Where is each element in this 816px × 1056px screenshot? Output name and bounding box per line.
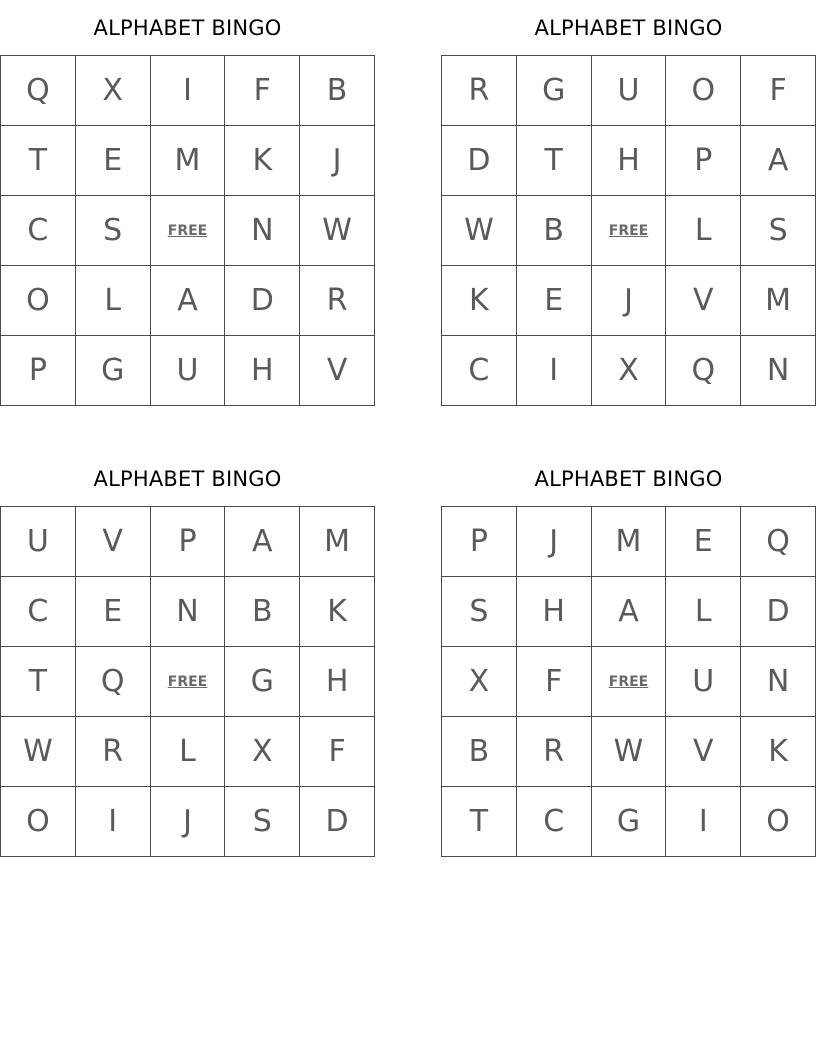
grid-cell: W xyxy=(300,196,375,266)
grid-row xyxy=(442,787,816,857)
grid-cell: T xyxy=(442,787,517,857)
grid-cell: Q xyxy=(666,336,741,406)
grid-cell: W xyxy=(1,717,76,787)
grid-cell: K xyxy=(300,577,375,647)
grid-cell: E xyxy=(516,266,591,336)
grid-cell: I xyxy=(75,787,150,857)
free-space-cell: FREE xyxy=(591,196,666,266)
grid-cell: U xyxy=(1,507,76,577)
grid-cell: H xyxy=(591,126,666,196)
grid-cell: Q xyxy=(1,56,76,126)
grid-cell: R xyxy=(75,717,150,787)
grid-cell: Q xyxy=(75,647,150,717)
grid-cell: Q xyxy=(741,507,816,577)
grid-cell: N xyxy=(741,647,816,717)
grid-cell: V xyxy=(75,507,150,577)
bingo-grid xyxy=(441,506,816,857)
grid-cell: U xyxy=(150,336,225,406)
grid-row xyxy=(1,336,375,406)
grid-row xyxy=(1,196,375,266)
grid-cell: K xyxy=(741,717,816,787)
grid-cell: L xyxy=(150,717,225,787)
grid-cell: L xyxy=(666,196,741,266)
grid-cell: N xyxy=(741,336,816,406)
grid-row xyxy=(442,577,816,647)
grid-cell: O xyxy=(1,787,76,857)
grid-row xyxy=(1,126,375,196)
card-title: ALPHABET BINGO xyxy=(93,16,282,40)
grid-row xyxy=(442,336,816,406)
grid-cell: K xyxy=(225,126,300,196)
free-space-cell: FREE xyxy=(591,647,666,717)
grid-cell: A xyxy=(150,266,225,336)
grid-row xyxy=(442,126,816,196)
grid-cell: U xyxy=(591,56,666,126)
grid-cell: G xyxy=(591,787,666,857)
grid-cell: I xyxy=(666,787,741,857)
grid-cell: O xyxy=(1,266,76,336)
grid-cell: B xyxy=(516,196,591,266)
grid-cell: V xyxy=(666,717,741,787)
grid-row xyxy=(1,577,375,647)
grid-cell: S xyxy=(442,577,517,647)
grid-cell: V xyxy=(300,336,375,406)
bingo-grid xyxy=(0,506,375,857)
grid-cell: H xyxy=(225,336,300,406)
grid-cell: A xyxy=(741,126,816,196)
grid-cell: A xyxy=(225,507,300,577)
grid-cell: P xyxy=(1,336,76,406)
grid-cell: L xyxy=(75,266,150,336)
bingo-grid xyxy=(0,55,375,406)
grid-cell: T xyxy=(1,647,76,717)
grid-cell: J xyxy=(150,787,225,857)
card-title: ALPHABET BINGO xyxy=(534,16,723,40)
grid-row xyxy=(1,266,375,336)
grid-row xyxy=(442,266,816,336)
grid-cell: D xyxy=(442,126,517,196)
grid-cell: E xyxy=(666,507,741,577)
grid-cell: W xyxy=(442,196,517,266)
grid-cell: F xyxy=(741,56,816,126)
grid-row xyxy=(1,717,375,787)
grid-cell: J xyxy=(591,266,666,336)
grid-cell: J xyxy=(300,126,375,196)
grid-row xyxy=(1,787,375,857)
grid-cell: G xyxy=(516,56,591,126)
grid-cell: W xyxy=(591,717,666,787)
grid-row xyxy=(1,507,375,577)
grid-cell: R xyxy=(516,717,591,787)
grid-cell: P xyxy=(150,507,225,577)
grid-cell: O xyxy=(741,787,816,857)
grid-row xyxy=(442,647,816,717)
grid-row xyxy=(1,56,375,126)
grid-cell: V xyxy=(666,266,741,336)
grid-cell: C xyxy=(442,336,517,406)
grid-cell: O xyxy=(666,56,741,126)
grid-cell: D xyxy=(225,266,300,336)
grid-cell: D xyxy=(300,787,375,857)
grid-cell: F xyxy=(225,56,300,126)
grid-cell: P xyxy=(666,126,741,196)
grid-cell: E xyxy=(75,577,150,647)
grid-cell: F xyxy=(300,717,375,787)
grid-cell: X xyxy=(75,56,150,126)
grid-cell: F xyxy=(516,647,591,717)
grid-row xyxy=(442,507,816,577)
grid-cell: I xyxy=(150,56,225,126)
grid-cell: M xyxy=(741,266,816,336)
grid-cell: B xyxy=(442,717,517,787)
grid-cell: M xyxy=(300,507,375,577)
grid-cell: L xyxy=(666,577,741,647)
grid-cell: K xyxy=(442,266,517,336)
grid-cell: S xyxy=(741,196,816,266)
grid-cell: A xyxy=(591,577,666,647)
grid-row xyxy=(442,717,816,787)
grid-cell: G xyxy=(75,336,150,406)
grid-row xyxy=(442,196,816,266)
grid-cell: I xyxy=(516,336,591,406)
grid-cell: E xyxy=(75,126,150,196)
grid-cell: H xyxy=(516,577,591,647)
grid-cell: R xyxy=(300,266,375,336)
grid-cell: X xyxy=(442,647,517,717)
grid-cell: X xyxy=(225,717,300,787)
grid-cell: C xyxy=(1,577,76,647)
grid-row xyxy=(442,56,816,126)
grid-cell: C xyxy=(516,787,591,857)
free-space-cell: FREE xyxy=(150,647,225,717)
grid-cell: M xyxy=(150,126,225,196)
grid-cell: J xyxy=(516,507,591,577)
grid-cell: H xyxy=(300,647,375,717)
free-space-cell: FREE xyxy=(150,196,225,266)
grid-cell: M xyxy=(591,507,666,577)
grid-cell: T xyxy=(1,126,76,196)
grid-cell: B xyxy=(300,56,375,126)
grid-row xyxy=(1,647,375,717)
grid-cell: N xyxy=(150,577,225,647)
grid-cell: X xyxy=(591,336,666,406)
grid-cell: R xyxy=(442,56,517,126)
grid-cell: T xyxy=(516,126,591,196)
grid-cell: D xyxy=(741,577,816,647)
grid-cell: G xyxy=(225,647,300,717)
grid-cell: S xyxy=(225,787,300,857)
card-title: ALPHABET BINGO xyxy=(534,467,723,491)
grid-cell: P xyxy=(442,507,517,577)
grid-cell: U xyxy=(666,647,741,717)
bingo-grid xyxy=(441,55,816,406)
grid-cell: S xyxy=(75,196,150,266)
grid-cell: C xyxy=(1,196,76,266)
grid-cell: B xyxy=(225,577,300,647)
card-title: ALPHABET BINGO xyxy=(93,467,282,491)
grid-cell: N xyxy=(225,196,300,266)
